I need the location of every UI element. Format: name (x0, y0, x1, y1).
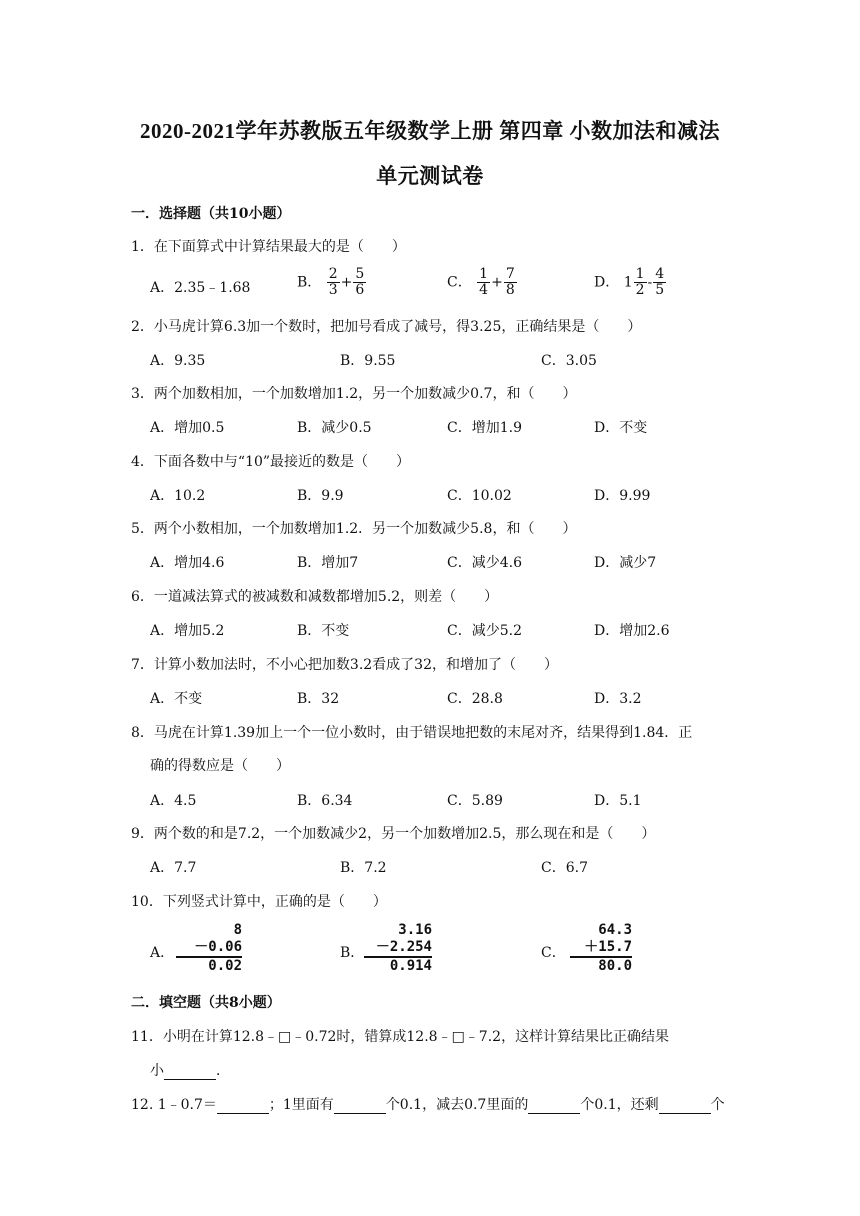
section-choice-heading: 一．选择题（共10小题） (131, 206, 291, 222)
answer-blank (659, 1099, 711, 1114)
answer-blank (217, 1099, 269, 1114)
worksheet-title: 2020-2021学年苏教版五年级数学上册 第四章 小数加法和减法 (140, 119, 720, 143)
option-1c: C． $\frac{1}{4}$ + $\frac{7}{8}$ (447, 266, 515, 298)
option-3b: B．减少0.5 (297, 420, 372, 436)
option-3d: D．不变 (594, 420, 648, 436)
option-8d: D．5.1 (594, 793, 642, 809)
option-6a: A．增加5.2 (150, 623, 225, 639)
question-12: 12. 1﹣0.7＝ ；1里面有 个0.1，减去0.7里面的 个0.1，还剩 个 (131, 1097, 725, 1113)
question-9: 9．两个数的和是7.2，一个加数减少2，另一个加数增加2.5，那么现在和是（ ） (131, 826, 656, 842)
option-5b: B．增加7 (297, 555, 359, 571)
option-4c: C．10.02 (447, 488, 512, 504)
option-7b: B．32 (297, 691, 340, 707)
option-1b: B． $\frac{2}{3}$ + $\frac{5}{6}$ (297, 266, 365, 298)
option-8a: A．4.5 (150, 793, 197, 809)
option-2a: A．9.35 (150, 353, 206, 369)
option-5d: D．减少7 (594, 555, 657, 571)
option-4d: D．9.99 (594, 488, 651, 504)
option-8c: C．5.89 (447, 793, 503, 809)
option-1a: A．2.35﹣1.68 (150, 280, 251, 296)
option-10c-label: C． (541, 945, 566, 961)
question-1 (131, 236, 406, 256)
answer-blank (334, 1099, 386, 1114)
fraction: $\frac{1}{4}$ (479, 266, 489, 298)
question-3: 3．两个加数相加，一个加数增加1.2，另一个加数减少0.7，和（ ） (131, 386, 577, 402)
question-5: 5．两个小数相加，一个加数增加1.2．另一个加数减少5.8，和（ ） (131, 521, 577, 537)
vertical-calc-a: 8 －0.06 0.02 (176, 922, 242, 975)
option-9c: C．6.7 (541, 860, 588, 876)
option-7c: C．28.8 (447, 691, 503, 707)
question-6: 6．一道减法算式的被减数和减数都增加5.2，则差（ ） (131, 589, 499, 605)
option-3a: A．增加0.5 (150, 420, 225, 436)
option-6d: D．增加2.6 (594, 623, 670, 639)
question-text: 在下面算式中计算结果最大的是（ ） (153, 239, 406, 255)
option-2c: C．3.05 (541, 353, 597, 369)
question-8: 8．马虎在计算1.39加上一个一位小数时，由于错误地把数的末尾对齐，结果得到1.84．正 (131, 725, 693, 741)
option-10b-label: B． (340, 945, 365, 961)
option-4b: B．9.9 (297, 488, 344, 504)
option-7a: A．不变 (150, 691, 203, 707)
option-9b: B．7.2 (340, 860, 387, 876)
option-6b: B．不变 (297, 623, 350, 639)
section-fill-heading: 二．填空题（共8小题） (131, 995, 281, 1011)
option-1d: D． 1 $\frac{1}{2}$ - $\frac{4}{5}$ (594, 266, 665, 298)
option-6c: C．减少5.2 (447, 623, 522, 639)
question-7: 7．计算小数加法时，不小心把加数3.2看成了32，和增加了（ ） (131, 657, 558, 673)
worksheet-subtitle: 单元测试卷 (376, 164, 484, 188)
option-3c: C．增加1.9 (447, 420, 522, 436)
vertical-calc-c: 64.3 ＋15.7 80.0 (570, 922, 632, 975)
question-11: 11．小明在计算12.8﹣□﹣0.72时，错算成12.8﹣□﹣7.2，这样计算结果比正确结果 (131, 1029, 670, 1045)
question-8-continued: 确的得数应是（ ） (150, 758, 290, 774)
fraction: $\frac{5}{6}$ (355, 266, 365, 298)
option-5c: C．减少4.6 (447, 555, 522, 571)
vertical-calc-b: 3.16 －2.254 0.914 (364, 922, 432, 975)
answer-blank (164, 1065, 216, 1080)
question-10: 10．下列竖式计算中，正确的是（ ） (131, 894, 387, 910)
fraction: $\frac{4}{5}$ (655, 266, 665, 298)
option-9a: A．7.7 (150, 860, 197, 876)
question-2: 2．小马虎计算6.3加一个数时，把加号看成了减号，得3.25，正确结果是（ ） (131, 319, 642, 335)
fraction: $\frac{1}{2}$ (635, 266, 645, 298)
answer-blank (528, 1099, 580, 1114)
option-10a-label: A． (150, 945, 175, 961)
fraction: $\frac{2}{3}$ (328, 266, 338, 298)
question-number: 1． (131, 239, 154, 255)
question-4: 4．下面各数中与“10”最接近的数是（ ） (131, 454, 411, 470)
option-2b: B．9.55 (340, 353, 396, 369)
option-4a: A．10.2 (150, 488, 206, 504)
question-11-continued: 小 ． (150, 1063, 230, 1079)
option-8b: B．6.34 (297, 793, 353, 809)
option-7d: D．3.2 (594, 691, 642, 707)
fraction: $\frac{7}{8}$ (505, 266, 515, 298)
option-5a: A．增加4.6 (150, 555, 225, 571)
